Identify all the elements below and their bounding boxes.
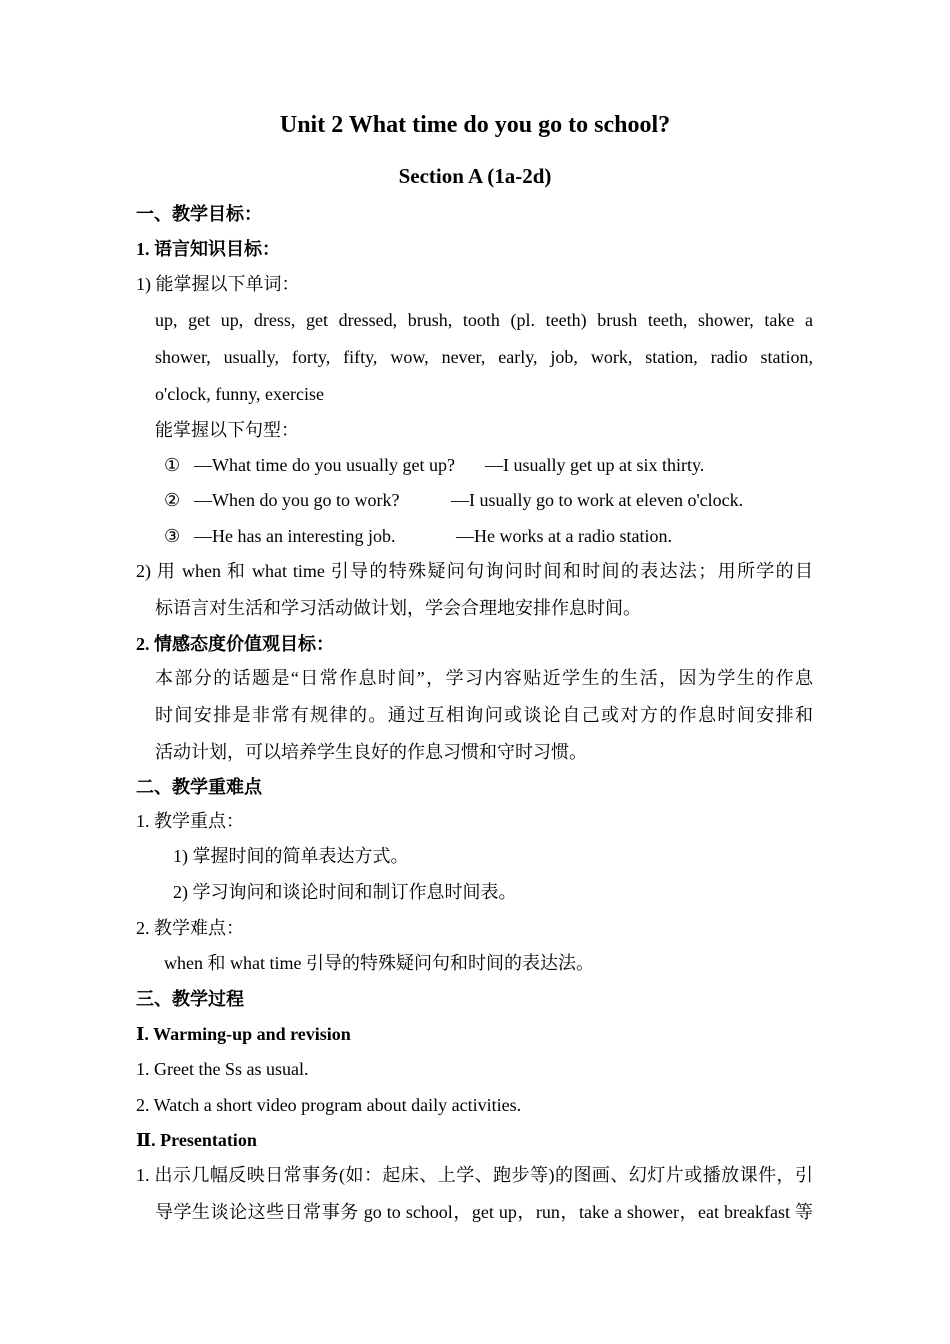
- difficult-point-item: when 和 what time 引导的特殊疑问句和时间的表达法。: [164, 953, 594, 973]
- pattern-number: ③: [164, 526, 181, 546]
- pattern-question: —He has an interesting job.: [194, 526, 396, 546]
- difficult-points-label: 2. 教学难点：: [136, 918, 244, 938]
- heading-teaching-process: 三、教学过程: [136, 989, 244, 1009]
- heading-teaching-objectives: 一、教学目标：: [136, 204, 262, 224]
- key-point-item: 2) 学习询问和谈论时间和制订作息时间表。: [173, 882, 517, 902]
- heading-key-difficult-points: 二、教学重难点: [136, 777, 262, 797]
- step-presentation: Ⅱ. Presentation: [136, 1130, 257, 1150]
- section-subtitle: Section A (1a-2d): [398, 164, 552, 188]
- pattern-answer: —He works at a radio station.: [456, 526, 672, 546]
- pattern-number: ②: [164, 490, 181, 510]
- affective-paragraph-line: 时间安排是非常有规律的。通过互相询问或谈论自己或对方的作息时间安排和: [155, 705, 813, 725]
- pattern-question: —When do you go to work?: [194, 490, 400, 510]
- sentence-patterns-label: 能掌握以下句型：: [155, 420, 299, 440]
- vocabulary-line: o'clock, funny, exercise: [155, 384, 325, 404]
- affective-paragraph-line: 活动计划，可以培养学生良好的作息习惯和守时习惯。: [155, 742, 587, 762]
- presentation-paragraph-line: 1. 出示几幅反映日常事务(如：起床、上学、跑步等)的图画、幻灯片或播放课件，引: [136, 1165, 813, 1185]
- vocabulary-line: up, get up, dress, get dressed, brush, tooth (pl. teeth) brush teeth, shower, take a: [155, 310, 813, 330]
- pattern-number: ①: [164, 455, 181, 475]
- objective-item-2: 2) 用 when 和 what time 引导的特殊疑问句询问时间和时间的表达法；用所学的目: [136, 561, 813, 581]
- pattern-answer: —I usually get up at six thirty.: [485, 455, 705, 475]
- affective-paragraph-line: 本部分的话题是“日常作息时间”，学习内容贴近学生的生活，因为学生的作息: [155, 668, 813, 688]
- heading-affective-objectives: 2. 情感态度价值观目标：: [136, 634, 334, 654]
- heading-language-objectives: 1. 语言知识目标：: [136, 239, 280, 259]
- step-item: 2. Watch a short video program about daily activities.: [136, 1095, 522, 1115]
- item-vocabulary-label: 1) 能掌握以下单词：: [136, 274, 300, 294]
- vocabulary-line: shower, usually, forty, fifty, wow, never, early, job, work, station, radio station,: [155, 347, 813, 367]
- pattern-answer: —I usually go to work at eleven o'clock.: [451, 490, 744, 510]
- key-point-item: 1) 掌握时间的简单表达方式。: [173, 846, 409, 866]
- step-warming-up: Ⅰ. Warming-up and revision: [136, 1024, 351, 1044]
- document-title: Unit 2 What time do you go to school?: [279, 112, 671, 138]
- step-item: 1. Greet the Ss as usual.: [136, 1059, 309, 1079]
- presentation-paragraph-line: 导学生谈论这些日常事务 go to school，get up，run，take a shower，eat breakfast 等: [155, 1202, 813, 1222]
- key-points-label: 1. 教学重点：: [136, 811, 244, 831]
- objective-item-2-cont: 标语言对生活和学习活动做计划，学会合理地安排作息时间。: [155, 598, 641, 618]
- pattern-question: —What time do you usually get up?: [194, 455, 455, 475]
